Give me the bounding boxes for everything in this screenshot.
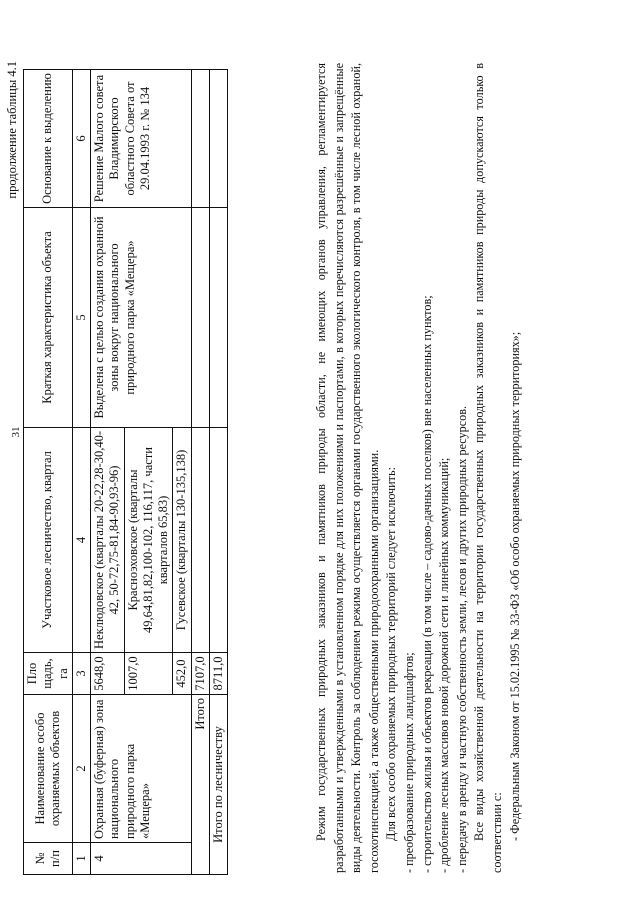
header-basis: Основание к выделению xyxy=(24,70,73,208)
paragraph-federal-law: - Федеральным Законом от 15.02.1995 № 33-ФЗ «Об особо охраняемых природных территориях»; xyxy=(507,331,522,841)
column-number: 2 xyxy=(72,695,90,843)
header-number: № п/п xyxy=(24,843,73,875)
rotated-page-content xyxy=(0,55,636,905)
forestry-quarters: Гусевское (кварталы 130-135,138) xyxy=(173,428,191,653)
subtotal-row xyxy=(191,70,209,875)
subtotal-value: 7107,0 xyxy=(191,653,209,695)
forestry-total-value: 8711,0 xyxy=(209,653,227,695)
table-continuation-label: продолжение таблицы 4.1 xyxy=(5,61,19,199)
paragraph-regime: Режим государственных природных заказников и памятников природы области, не имеющих органов управления, регламентируется разработанными и утвержденными в установленном порядке для них положениями и паспортами, в которых перечисляются разрешённые и запрещённые виды деятельности. Контроль за соблюдением режима осуществляется органами государственного экологического контроля, в том числе лесной охраной, госохотинспекцией, а также общественными природоохранными организациями. xyxy=(314,63,381,873)
row-number: 4 xyxy=(91,843,192,875)
table-row xyxy=(91,70,125,875)
header-area: Пло щадь, га xyxy=(24,653,73,695)
subtotal-label: Итого xyxy=(191,695,209,875)
column-number: 6 xyxy=(72,70,90,208)
area-value: 5648,0 xyxy=(91,653,125,695)
header-characteristic: Краткая характеристика объекта xyxy=(24,208,73,428)
column-number: 4 xyxy=(72,428,90,653)
area-value: 452,0 xyxy=(173,653,191,695)
body-text xyxy=(313,63,524,873)
forestry-total-label: Итого по лесничеству xyxy=(209,695,227,875)
column-number: 1 xyxy=(72,843,90,875)
header-name: Наименование особо охраняемых объектов xyxy=(24,695,73,843)
column-number-row xyxy=(72,70,90,875)
list-item: - преобразование природных ландшафтов; xyxy=(401,652,416,873)
header-forestry: Участковое лесничество, квартал xyxy=(24,428,73,653)
column-number: 5 xyxy=(72,208,90,428)
list-item: - передачу в аренду и частную собственность земли, лесов и других природных ресурсов. xyxy=(454,405,469,873)
paragraph-economic-activity: Все виды хозяйственной деятельности на территории государственных природных заказников и памятников природы допускаются только в соответствии с: xyxy=(472,63,504,873)
forestry-quarters: Неклюдовское (кварталы 20-22,28-30,40-42, 50-72,75-81,84-90,93-96) xyxy=(91,428,125,653)
page-number: 31 xyxy=(10,426,22,438)
object-name: Охранная (буферная) зона национального природного парка «Мещера» xyxy=(91,695,192,843)
allocation-basis: Решение Малого совета Владимирского областного Совета от 29.04.1993 г. № 134 xyxy=(91,70,192,208)
object-characteristic: Выделена с целью создания охранной зоны вокруг национального природного парка «Мещера» xyxy=(91,208,192,428)
protected-areas-table xyxy=(23,69,228,875)
forestry-quarters: Красноэховское (кварталы 49,64,81,82,100-102, 116,117, части кварталов 65,83) xyxy=(124,428,173,653)
area-value: 1007,0 xyxy=(124,653,173,695)
forestry-total-row xyxy=(209,70,227,875)
column-number: 3 xyxy=(72,653,90,695)
table-header-row xyxy=(24,70,73,875)
list-item: - дробление лесных массивов новой дорожной сети и линейных коммуникаций; xyxy=(437,457,452,873)
paragraph-exclusions-intro: Для всех особо охраняемых природных территорий следует исключить: xyxy=(384,467,399,841)
list-item: - строительство жилья и объектов рекреации (в том числе – садово-дачных поселков) вне населенных пунктов; xyxy=(419,295,434,873)
